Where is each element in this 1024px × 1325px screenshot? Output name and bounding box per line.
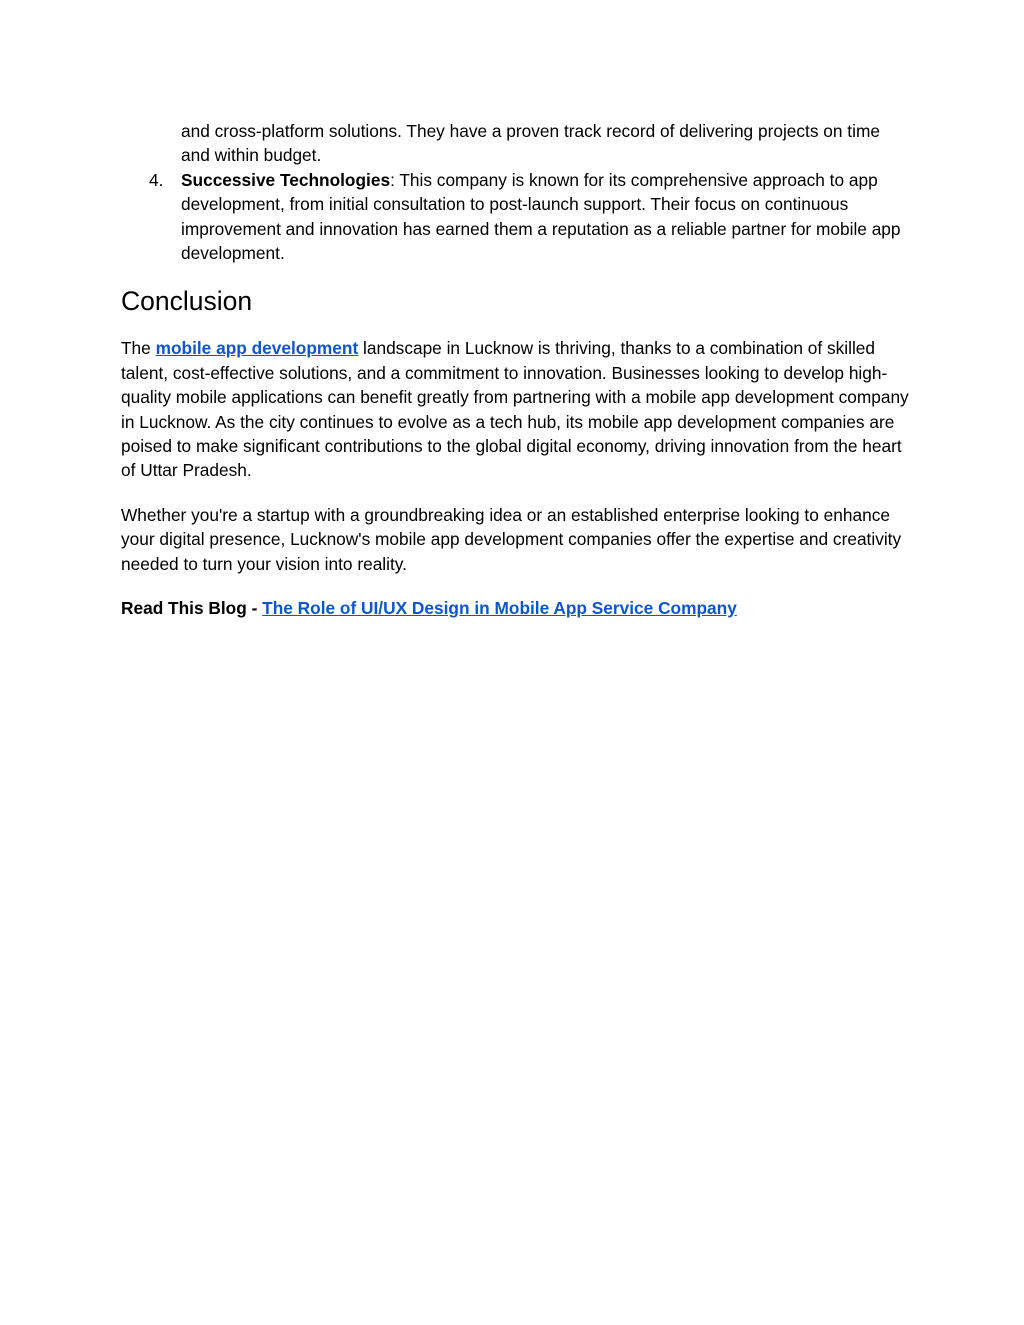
conclusion-paragraph-1	[121, 336, 911, 482]
conclusion-paragraph-2: Whether you're a startup with a groundbreaking idea or an established enterprise looking to enhance your digital presence, Lucknow's mobile app development companies offer the expertise and creativity needed to turn your vision into reality.	[121, 504, 902, 574]
paragraph-prefix: The	[121, 338, 156, 359]
blog-link[interactable]: The Role of UI/UX Design in Mobile App Service Company	[262, 598, 737, 619]
list-number: 4.	[149, 169, 164, 190]
document-content	[121, 119, 911, 621]
read-blog-line	[121, 596, 911, 620]
list-item-3-continuation	[121, 119, 911, 168]
list-item-4-title: Successive Technologies	[181, 169, 391, 190]
list-item-4	[121, 168, 911, 266]
list-item-4-text: : This company is known for its comprehensive approach to app development, from initial consultation to post-launch support. Their focus on continuous improvement and innovation has earned them a reputation as a reliable partner for mobile app development.	[181, 169, 901, 264]
mobile-app-development-link[interactable]: mobile app development	[155, 338, 359, 359]
section-heading: Conclusion	[121, 286, 253, 317]
read-blog-label: Read This Blog -	[121, 598, 263, 619]
list-item-3-text: and cross-platform solutions. They have a proven track record of delivering projects on time and within budget.	[181, 121, 880, 166]
paragraph-text: landscape in Lucknow is thriving, thanks to a combination of skilled talent, cost-effective solutions, and a commitment to innovation. Businesses looking to develop high-quality mobile applications can benefit greatly from partnering with a mobile app development company in Lucknow. As the city continues to evolve as a tech hub, its mobile app development companies are poised to make significant contributions to the global digital economy, driving innovation from the heart of Uttar Pradesh.	[121, 338, 909, 481]
